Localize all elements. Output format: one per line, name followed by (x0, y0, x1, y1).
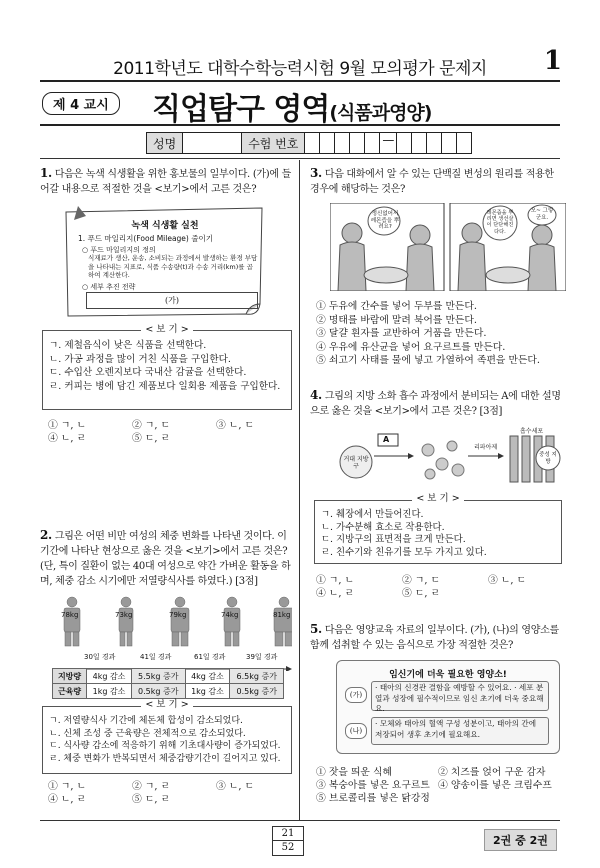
period-label: 61일 경과 (194, 653, 226, 661)
choice-1[interactable]: ① ㄱ, ㄴ (48, 420, 87, 431)
q4-stem (310, 388, 562, 419)
poster-policy: ○ 세부 추진 전략 (82, 283, 136, 291)
row-label: 지방량 (53, 669, 87, 684)
period-label: 41일 경과 (140, 653, 172, 661)
q2-choices (48, 780, 298, 806)
q3-choices (316, 300, 566, 368)
table-cell: 6.5kg 증가 (230, 669, 284, 684)
q5-text: 다음은 영양교육 자료의 일부이다. (가), (나)의 영양소를 함께 섭취할 수 있는 음식으로 가장 적절한 것은? (310, 625, 559, 651)
poster-def-head: ○ 푸드 마일리지의 정의 (82, 246, 156, 254)
poster-def-body: 식재료가 생산, 운송, 소비되는 과정에서 발생하는 환경 부담을 나타내는 지표로, 식품 수송량(t)과 수송 거리(km)를 곱하여 계산한다. (88, 254, 258, 279)
bogi-item: ㄹ. 친수기와 친유기를 모두 가지고 있다. (321, 546, 487, 558)
q5-box (336, 660, 560, 754)
q4-bogi (314, 493, 562, 564)
choice-3[interactable]: ③ ㄴ, ㄷ (488, 575, 527, 586)
bogi-item: ㄹ. 커피는 병에 담긴 제품보다 일회용 제품을 구입한다. (49, 380, 281, 392)
exam-no-cell[interactable] (442, 133, 457, 153)
choice-3[interactable]: ③ 달걀 흰자를 교반하여 거품을 만든다. (316, 328, 487, 339)
period-label: 30일 경과 (84, 653, 116, 661)
table-cell: 1kg 감소 (185, 684, 230, 699)
q3-cartoon (330, 203, 566, 291)
choice-4[interactable]: ④ ㄴ, ㄹ (48, 794, 87, 805)
q3-text: 다음 대화에서 알 수 있는 단백질 변성의 원리를 적용한 경우에 해당하는 것은? (310, 169, 554, 195)
exam-no-cell[interactable] (397, 133, 412, 153)
choice-2[interactable]: ② ㄱ, ㄹ (132, 781, 171, 792)
bogi-item: ㄷ. 지방구의 표면적을 크게 만든다. (321, 534, 466, 545)
label-micelle: 중성 지방 (539, 452, 557, 465)
q2-timeline (60, 653, 292, 666)
bogi-item: ㄱ. 제철음식이 낮은 식품을 선택한다. (49, 340, 207, 351)
bogi-item: ㄴ. 가수분해 효소로 작용한다. (321, 521, 445, 533)
exam-no-dash: — (380, 133, 397, 153)
choice-2[interactable]: ② ㄱ, ㄷ (402, 575, 441, 586)
weight-label: 81kg (273, 611, 291, 619)
table-row (53, 684, 284, 699)
choice-4[interactable]: ④ 우유에 유산균을 넣어 요구르트를 만든다. (316, 341, 506, 353)
session-badge: 제 4 교시 (42, 92, 120, 115)
period-label: 39일 경과 (246, 653, 278, 661)
q5-stem (310, 622, 562, 653)
choice-4[interactable]: ④ ㄴ, ㄹ (316, 588, 355, 599)
page-current: 21 (273, 827, 303, 841)
name-label: 성명 (147, 133, 183, 153)
header-rule (40, 80, 560, 82)
label-fat: 거대 지방구 (343, 456, 369, 470)
q3-number: 3. (310, 166, 322, 180)
q3-stem (310, 166, 562, 197)
exam-no-cell[interactable] (305, 133, 320, 153)
page-number: 1 (543, 46, 562, 76)
choice-1[interactable]: ① 잣을 띄운 식혜 (316, 767, 392, 778)
q2-table (52, 668, 284, 699)
q5-choices (316, 766, 566, 805)
exam-no-cell[interactable] (320, 133, 335, 153)
choice-3[interactable]: ③ ㄴ, ㄷ (216, 781, 255, 792)
subject-rule (40, 124, 560, 126)
q5-number: 5. (310, 622, 322, 636)
choice-5[interactable]: ⑤ 쇠고기 사태를 물에 넣고 가열하여 족편을 만든다. (316, 355, 540, 366)
speech-bubble: 정신없어서 레몬즙을 뿌려요? (370, 211, 400, 230)
q1-bogi (42, 324, 292, 410)
page-total: 52 (281, 842, 295, 853)
bogi-item: ㄷ. 수입산 오렌지보다 국내산 감귤을 선택한다. (49, 367, 247, 378)
q2-number: 2. (40, 528, 52, 542)
choice-4[interactable]: ④ 양송이를 넣은 크림수프 (438, 780, 552, 791)
q4-text: 그림의 지방 소화 흡수 과정에서 분비되는 A에 대한 설명으로 옳은 것을 <보기>에서 고른 것은? [3점] (310, 391, 561, 417)
poster-title: 녹색 식생활 실천 (131, 221, 199, 231)
choice-5[interactable]: ⑤ ㄷ, ㄹ (402, 588, 441, 599)
page-counter (272, 826, 304, 856)
exam-no-cell[interactable] (412, 133, 427, 153)
choice-3[interactable]: ③ 복숭아를 넣은 요구르트 (316, 780, 430, 791)
table-cell: 4kg 감소 (87, 669, 132, 684)
table-row (53, 669, 284, 684)
choice-5[interactable]: ⑤ ㄷ, ㄹ (132, 794, 171, 805)
speech-bubble: 오~ 그렇군요. (530, 208, 554, 221)
na-note: · 모체와 태아의 혈액 구성 성분이고, 태아의 간에 저장되어 생후 초기에 필요해요. (371, 717, 549, 745)
label-a: A (383, 435, 390, 444)
ga-note: · 태아의 신경관 결함을 예방할 수 있어요. · 세포 분열과 성장에 필수적이므로 임신 초기에 더욱 중요해요. (371, 681, 549, 711)
bogi-item: ㄱ. 저열량식사 기간에 체돈체 합성이 감소되었다. (49, 716, 243, 726)
choice-2[interactable]: ② 치즈를 얹어 구운 감자 (438, 767, 546, 778)
q4-number: 4. (310, 388, 322, 402)
choice-5[interactable]: ⑤ 브로콜리를 넣은 닭강정 (316, 793, 430, 804)
q1-text: 다음은 녹색 식생활을 위한 홍보물의 일부이다. (가)에 들어갈 내용으로 적절한 것을 <보기>에서 고른 것은? (40, 169, 291, 195)
table-cell: 0.5kg 증가 (230, 684, 284, 699)
exam-no-cell[interactable] (457, 133, 471, 153)
q1-number: 1. (40, 166, 52, 180)
weight-label: 73kg (115, 611, 133, 619)
bogi-item: ㄴ. 가공 과정을 많이 거친 식품을 구입한다. (49, 353, 231, 365)
id-row (146, 132, 472, 154)
body-figures-icon (52, 596, 292, 652)
label-cell: 흡수세포 (520, 428, 544, 435)
table-cell: 1kg 감소 (87, 684, 132, 699)
speech-bubble: 레몬즙을 뿌리면 생선살이 단단해진다다. (486, 210, 514, 235)
choice-1[interactable]: ① ㄱ, ㄴ (48, 781, 87, 792)
ga-label: (가) (345, 687, 367, 703)
bogi-caption: < 보 기 > (141, 699, 192, 710)
q1-choices (48, 419, 298, 445)
exam-no-cell[interactable] (365, 133, 380, 153)
q4-choices (316, 574, 566, 600)
table-cell: 0.5kg 증가 (131, 684, 185, 699)
exam-no-cell[interactable] (350, 133, 365, 153)
q2-bogi (42, 699, 292, 774)
q5-box-title: 임신기에 더욱 필요한 영양소! (389, 670, 507, 680)
bottom-rule (40, 820, 560, 821)
row-label: 근육량 (53, 684, 87, 699)
exam-no-label: 수험 번호 (242, 133, 305, 153)
column-divider (299, 160, 300, 820)
na-label: (나) (345, 723, 367, 739)
poster-item: 1. 푸드 마일리지(Food Mileage) 줄이기 (78, 234, 213, 243)
poster-ga-box: (가) (86, 292, 258, 309)
name-field[interactable] (183, 133, 242, 153)
choice-2[interactable]: ② 명태를 바람에 말려 북어를 만든다. (316, 314, 477, 326)
exam-no-cell[interactable] (335, 133, 350, 153)
weight-label: 79kg (169, 611, 187, 619)
bogi-item: ㄹ. 체중 변화가 반복되면서 체중감량기간이 길어지고 있다. (49, 753, 281, 764)
table-cell: 5.5kg 증가 (131, 669, 185, 684)
volume-badge: 2권 중 2권 (484, 829, 557, 851)
bogi-item: ㄱ. 췌장에서 만들어진다. (321, 509, 424, 520)
label-lipase: 리파아제 (474, 444, 498, 451)
choice-4[interactable]: ④ ㄴ, ㄹ (48, 433, 87, 444)
q1-poster (60, 204, 270, 322)
choice-5[interactable]: ⑤ ㄷ, ㄹ (132, 433, 171, 444)
choice-1[interactable]: ① 두유에 간수를 넣어 두부를 만든다. (316, 301, 477, 312)
subject-sub: (식품과영양) (329, 102, 432, 124)
bogi-caption: < 보 기 > (141, 324, 192, 335)
subject-title (152, 84, 431, 128)
bogi-caption: < 보 기 > (412, 493, 463, 504)
bogi-item: ㄷ. 식사량 감소에 적응하기 위해 기초대사량이 증가되었다. (49, 741, 281, 751)
q2-text: 그림은 어떤 비만 여성의 체중 변화를 나타낸 것이다. 이 기간에 나타난 현상으로 옳은 것을 <보기>에서 고른 것은? (단, 특이 질환이 없는 40대 여성으로 약간 가벼운 활동을 하며, 체중 감소 시기에만 저열량식사를 하였다.) [3점] (40, 531, 291, 587)
bogi-item: ㄴ. 신체 조성 중 근육량은 전체적으로 감소되었다. (49, 728, 246, 739)
subject-name: 직업탐구 영역 (152, 92, 330, 127)
choice-2[interactable]: ② ㄱ, ㄷ (132, 420, 171, 431)
exam-title: 2011학년도 대학수학능력시험 9월 모의평가 문제지 (113, 59, 487, 79)
choice-3[interactable]: ③ ㄴ, ㄷ (216, 420, 255, 431)
exam-no-cell[interactable] (427, 133, 442, 153)
q2-stem (40, 528, 294, 589)
table-cell: 4kg 감소 (185, 669, 230, 684)
q4-diagram (334, 426, 566, 488)
top-rule (40, 158, 560, 159)
choice-1[interactable]: ① ㄱ, ㄴ (316, 575, 355, 586)
q2-figure (52, 596, 292, 652)
weight-label: 78kg (61, 611, 79, 619)
weight-label: 74kg (221, 611, 239, 619)
q1-stem (40, 166, 292, 197)
